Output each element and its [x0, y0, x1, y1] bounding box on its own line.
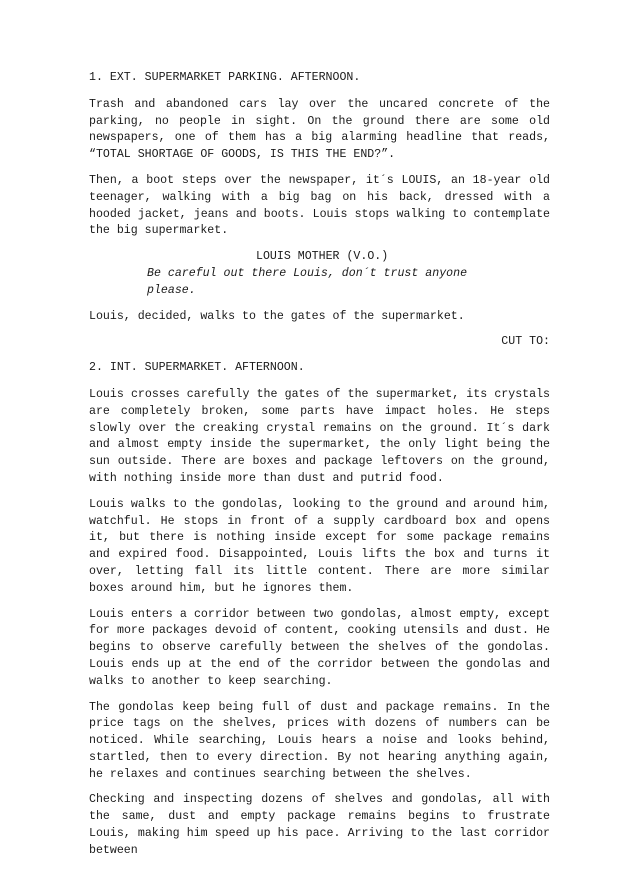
action-paragraph: Louis crosses carefully the gates of the supermarket, its crystals are completely broken, some parts have impact holes. He steps slowly over the creaking crystal remains on the ground. It´s dark and almost empty inside the supermarket, the only light being the sun outside. There are boxes and package leftovers on the ground, with nothing inside more than dust and putrid food.	[89, 387, 550, 485]
action-paragraph: Then, a boot steps over the newspaper, it´s LOUIS, an 18-year old teenager, walking with a big bag on his back, dressed with a hooded jacket, jeans and boots. Louis stops walking to contemplate the big supermarket.	[89, 173, 550, 238]
action-paragraph: Trash and abandoned cars lay over the uncared concrete of the parking, no people in sight. On the ground there are some old newspapers, one of them has a big alarming headline that reads, “TOTAL SHORTAGE OF GOODS, IS THIS THE END?”.	[89, 97, 550, 162]
action-paragraph: Louis walks to the gondolas, looking to the ground and around him, watchful. He stops in front of a supply cardboard box and opens it, but there is nothing inside except for some package remains and expired food. Disappointed, Louis lifts the box and turns it over, letting fall its little content. There are more similar boxes around him, but he ignores them.	[89, 497, 550, 595]
page-content	[89, 70, 550, 869]
action-paragraph: Louis, decided, walks to the gates of the supermarket.	[89, 309, 465, 323]
dialogue-text: Be careful out there Louis, don´t trust anyone please.	[147, 266, 468, 297]
scene-heading-1: 1. EXT. SUPERMARKET PARKING. AFTERNOON.	[89, 71, 361, 84]
transition-cut-to: CUT TO:	[501, 335, 550, 349]
action-paragraph: The gondolas keep being full of dust and package remains. In the price tags on the shelves, prices with dozens of numbers can be noticed. While searching, Louis hears a noise and looks behind, startled, then to every direction. By not hearing anything again, he relaxes and continues searching between the shelves.	[89, 700, 550, 781]
scene-heading-2: 2. INT. SUPERMARKET. AFTERNOON.	[89, 361, 305, 375]
action-paragraph: Checking and inspecting dozens of shelves and gondolas, all with the same, dust and empty package remains begins to frustrate Louis, making him speed up his pace. Arriving to the last corridor between	[89, 793, 550, 857]
action-paragraph: Louis enters a corridor between two gondolas, almost empty, except for more packages devoid of content, cooking utensils and dust. He begins to observe carefully between the shelves of the gondolas. Louis ends up at the end of the corridor between the gondolas and walks to another to keep searching.	[89, 607, 550, 688]
character-name: LOUIS MOTHER (V.O.)	[256, 250, 389, 264]
